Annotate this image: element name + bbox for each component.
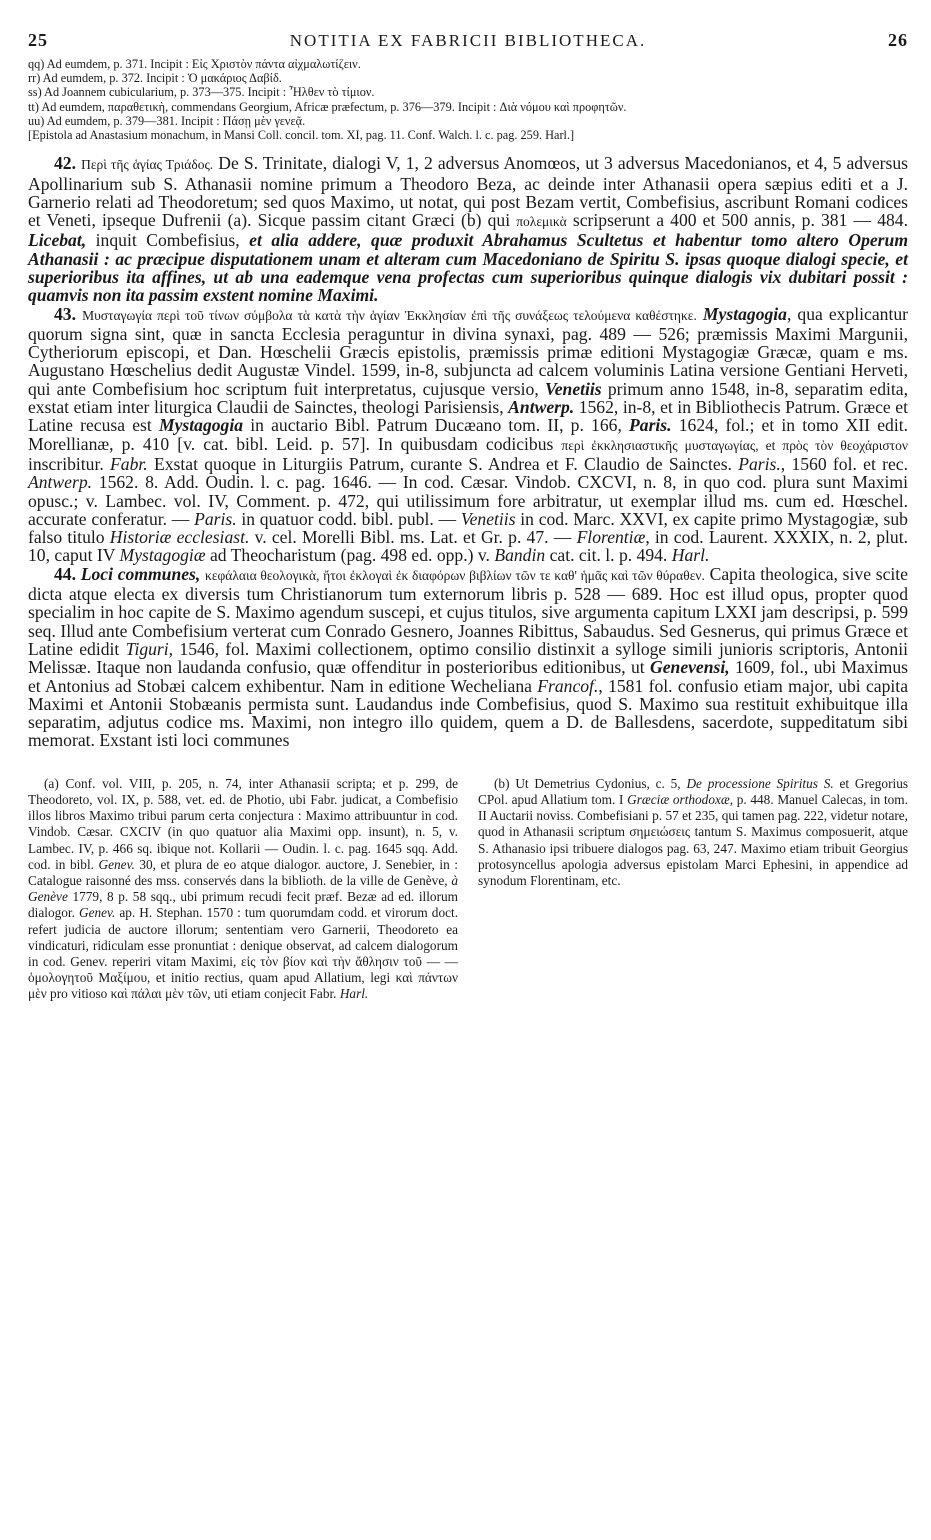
section-text: , 1560 fol. et rec.	[780, 453, 909, 474]
footnote-a	[28, 776, 458, 1003]
greek-title: Περὶ τῆς ἁγίας Τριάδος.	[81, 157, 214, 173]
section-number: 42.	[54, 153, 76, 174]
section-number: 43.	[54, 303, 76, 324]
right-page-number: 26	[888, 30, 908, 50]
footnote-text: et Gregorius CPol. apud Allatium tom. I	[478, 775, 909, 807]
section-text: in auctario Bibl. Patrum Ducæano tom. II, p. 166,	[250, 415, 622, 436]
footnote-text: 30, et plura de eo atque dialogor. auctore, J. Senebier, in : Catalogue raisonné des mss. conservés dans la biblioth. de la ville de Genève,	[28, 856, 458, 888]
footnotes	[28, 776, 908, 1003]
footnote-text: ap. H. Stephan. 1570 : tum quorumdam codd. et virorum doct. refert judicia de auctore illorum; sententiam vero Garnerii, Theodoreto ea vindicaturi, ridiculam esse pronuntiat : denique observat, ad calcem dialogorum in cod. Genev. reperiri vitam Maximi,	[28, 905, 459, 969]
footnote-mark: (a)	[44, 775, 59, 791]
footnote-text: Ut Demetrius Cydonius, c. 5,	[515, 775, 681, 791]
section-43	[28, 305, 908, 565]
section-text: in quatuor codd. bibl. publ. —	[241, 508, 457, 529]
place-name: Paris.	[738, 453, 781, 474]
greek-phrase: καὶ πάντων μὲν pro vitioso καὶ πάλαι μὲν τῶν,	[28, 970, 458, 1002]
work-title: Græciæ orthodoxæ,	[627, 791, 734, 807]
letter-entry-uu: uu) Ad eumdem, p. 379—381. Incipit : Πάσῃ μὲν γενεᾷ.	[28, 113, 306, 128]
section-text: ad Theocharistum (pag. 498 ed. opp.) v.	[209, 545, 490, 566]
place-name: à Genève	[28, 872, 459, 905]
place-name: Genevensi,	[650, 657, 730, 678]
page	[28, 30, 908, 1003]
footnote-text: 1779, 8 p. 58 sqq., ubi primum recudi fecit præf. Bezæ ad ed. illorum dialogor.	[28, 889, 458, 921]
greek-word: πολεμικὰ	[516, 214, 567, 230]
author-abbrev: Bandin	[494, 545, 546, 566]
section-number: 44.	[54, 563, 76, 584]
place-name: Tiguri,	[125, 638, 174, 659]
greek-word: σημειώσεις	[629, 824, 691, 840]
place-name: Paris.	[194, 508, 237, 529]
section-text: inscribitur.	[28, 453, 104, 474]
greek-phrase: περὶ ἐκκλησιαστικῆς μυσταγωγίας, et πρὸς τὸν θεοχάριστον	[561, 437, 908, 453]
section-text: inquit Combefisius,	[95, 230, 240, 251]
section-italic: Licebat,	[28, 230, 87, 251]
place-name: Francof.	[537, 675, 599, 696]
section-44	[28, 565, 908, 750]
work-title: Historiæ ecclesiast.	[109, 527, 250, 548]
section-text: 1562, in-8, et in Bibliothecis Patrum. Græce et Latine recusa est	[28, 397, 908, 436]
section-text: 1624, fol.; et in tomo XII edit. Morellianæ, p. 410 [v. cat. bibl. Leid. p. 57]. In quibusdam codicibus	[28, 415, 908, 454]
author-abbrev: Harl.	[339, 986, 369, 1002]
author-abbrev: Harl.	[671, 545, 710, 566]
section-text: , 1581 fol. confusio etiam major, ubi capita Maximi et Antonii Stobæanis permista sunt. Laudandus inde Combefisius, quod S. Maximo sua restituit exhibuitque illa separatim, adjutus codice ms. Maximi, non integro illo quidem, quem a D. de Ballesdens, sacerdote, suppeditatum sibi memorat. Exstant isti loci communes	[28, 675, 908, 751]
section-text: Exstat quoque in Liturgiis Patrum, curante S. Andrea et F. Claudio de Sainctes.	[153, 453, 732, 474]
place-name: Genev.	[78, 905, 116, 921]
letter-list	[28, 57, 908, 142]
footnote-text: uti etiam conjecit Fabr.	[213, 986, 337, 1002]
section-text: , qua explicantur quorum signa sint, quæ in sancta Ecclesia peraguntur in divina synaxi, pag. 489 — 526; præmissis Maximi Margunii, Cytheriorum episcopi, et Dan. Hœschelii Græcis epistolis, præmissis primæ editioni Mystagogiæ Græcæ, quam e ms. Augustano Hœschelius dedit Augustæ Vindel. 1599, in-8, subjuncta ad calcem voluminis Latina versione Gentiani Herveti, qui ante Combefisium hoc scriptum fuit interpretatus, cujusque versio,	[28, 303, 909, 399]
footnote-text: p. 448. Manuel Calecas, in tom. II Auctarii noviss. Combefisiani p. 57 et 235, qui tamen pag. 222, videtur notare, quod in Athanasii scriptum	[478, 791, 908, 840]
footnote-mark: (b)	[494, 775, 510, 791]
footnote-b	[478, 776, 908, 889]
section-42	[28, 154, 908, 304]
work-title: De processione Spiritus S.	[686, 775, 834, 791]
footnote-text: tantum S. Maximus composuerit, atque S. Athanasio ipsi tribuere dialogos pag. 63, 247. Maximo etiam tribuit Georgius protosyncellus apologia adversus epistolam Marci Ephesini, in appendice ad synodum Florentinam, etc.	[478, 824, 908, 888]
place-name: Venetiis	[460, 508, 516, 529]
greek-title: κεφάλαια θεολογικὰ, ἤτοι ἐκλογαὶ ἐκ διαφόρων βιβλίων τῶν τε καθ' ἡμᾶς καὶ τῶν θύραθεν.	[205, 567, 705, 583]
work-title: Loci communes,	[80, 563, 201, 584]
section-text: De S. Trinitate, dialogi V, 1, 2 adversus Anomœos, ut 3 adversus Macedonianos, et 4, 5 adversus Apollinarium sub S. Athanasii nomine primum a Theodoro Beza, ac deinde inter Athanasii opera sæpius editi et a J. Garnerio relati ad Theodoretum; sed quos Maximo, ut notat, qui post Bezam vertit, Combefisius, ascribunt Romani codices et Veneti, ipseque Dufrenii (a). Sicque passim citant Græci (b) qui	[28, 153, 909, 231]
section-text: in cod. Marc. XXVI, ex capite primo Mystagogiæ, sub falso titulo	[28, 508, 908, 548]
quotation-italic: et alia addere, quæ produxit Abrahamus Scultetus et habentur tomo altero Operum Athanasii : ac præcipue disputationem unam et alteram cum Macedoniano de Spiritu S. ipsas quoque dialogi specie, et superioribus ita affines, ut ab una eademque vena profectas cum superioribus quinque dialogis vix dubitari possit : quamvis non ita passim exstent nomine Maximi.	[28, 230, 909, 306]
footnote-text: et initio rectius, quam apud Allatium, legi	[155, 970, 391, 986]
work-title: Mystagogia	[702, 303, 787, 324]
section-text: 1546, fol. Maximi collectionem, optimo consilio distinxit a sylloge simili junioris scriptoris, Antonii Melissæ. Itaque non laudanda confusio, quæ offenditur in posterioribus editionibus, ut	[28, 638, 908, 678]
place-name: Antwerp.	[28, 472, 93, 493]
place-name: Antwerp.	[508, 397, 575, 418]
footnote-column-left	[28, 776, 458, 1003]
section-text: Capita theologica, sive scite dicta atque electa ex diversis tum Christianorum tum externorum libris p. 528 — 689. Hoc est illud opus, propter quod specialim in hoc capite de S. Maximo agendum suscepi, et cujus titulos, sive argumenta capitum LXXI jam descripsi, p. 599 seq. Illud ante Combefisium verterat cum Conrado Gesnero, Joannes Ribittus, Sabaudus. Sed Gesnerus, qui primus Græce et Latine edidit	[28, 563, 908, 659]
section-text: 1562. 8. Add. Oudin. l. c. pag. 1646. — In cod. Cæsar. Vindob. CXCVI, n. 8, in quo cod. plura sunt Maximi opusc.; v. Lambec. vol. IV, Comment. p. 472, qui utilissimum fore arbitratur, ut exemplar illud ms. cum ed. Hœschel. accurate conferatur. —	[28, 472, 908, 529]
section-text: 1609, fol., ubi Maximus et Antonius ad Stobæi calcem exhibentur. Nam in editione Wecheliana	[28, 657, 908, 696]
place-name: Genev.	[98, 856, 135, 872]
section-text: cat. cit. l. p. 494.	[549, 545, 668, 566]
work-title: Mystagogia	[158, 415, 244, 436]
greek-phrase: εἰς τὸν βίον καὶ τὴν ἄθλησιν τοῦ — — ὁμολογητοῦ Μαξίμου,	[28, 953, 458, 986]
letter-entry-tt: tt) Ad eumdem, παραθετικὴ, commendans Georgium, Africæ præfectum, p. 376—379. Incipit : Διὰ νόμου καὶ προφητῶν.	[28, 99, 627, 114]
place-name: Venetiis	[544, 378, 602, 399]
section-text: v. cel. Morelli Bibl. ms. Lat. et Gr. p. 47. —	[254, 527, 572, 548]
section-text: , in cod. Laurent. XXXIX, n. 2, plut. 10, caput IV	[28, 527, 908, 566]
letter-entry-bracket-note: [Epistola ad Anastasium monachum, in Mansi Coll. concil. tom. XI, pag. 11. Conf. Walch. l. c. pag. 259. Harl.]	[28, 128, 575, 143]
main-text	[28, 154, 908, 750]
place-name: Florentiæ	[576, 527, 646, 548]
section-text: primum anno 1548, in-8, separatim edita, exstat etiam inter liturgica Claudii de Sainctes, theologi Parisiensis,	[28, 378, 908, 418]
page-header	[28, 30, 908, 51]
footnote-text: Conf. vol. VIII, p. 205, n. 74, inter Athanasii scripta; et p. 299, de Theodoreto, vol. IX, p. 588, vet. ed. de Photio, ubi Fabr. judicat, a Combefisio illos libros Maximo tribui parum certa conjectura : Maximo attribuuntur in cod. Vindob. Cæsar. CXCIV (in quo quatuor alia Maximi opp. insunt), n. 5, v. Lambec. IV, p. 466 sq. ibique not. Kollarii — Oudin. l. c. pag. 1645 sqq. Add. cod. in bibl.	[28, 775, 459, 872]
letter-entry-qq: qq) Ad eumdem, p. 371. Incipit : Εἰς Χριστὸν πάντα αἰχμαλωτίζειν.	[28, 57, 361, 71]
running-title: NOTITIA EX FABRICII BIBLIOTHECA.	[289, 31, 647, 50]
greek-title: Μυσταγωγία περὶ τοῦ τίνων σύμβολα τὰ κατὰ τὴν ἁγίαν Ἐκκλησίαν ἐπὶ τῆς συνάξεως τελούμενα καθέστηκε.	[82, 307, 697, 323]
letter-entry-ss: ss) Ad Joannem cubicularium, p. 373—375. Incipit : Ἦλθεν τὸ τίμιον.	[28, 85, 375, 100]
work-title: Mystagogiæ	[119, 545, 206, 566]
left-page-number: 25	[28, 30, 48, 50]
place-name: Paris.	[629, 415, 672, 436]
footnote-column-right	[478, 776, 908, 1003]
letter-entry-rr: rr) Ad eumdem, p. 372. Incipit : Ὁ μακάριος Δαβίδ.	[28, 71, 282, 86]
author-abbrev: Fabr.	[110, 453, 148, 474]
section-text: scripserunt a 400 et 500 annis, p. 381 — 484.	[572, 210, 909, 231]
